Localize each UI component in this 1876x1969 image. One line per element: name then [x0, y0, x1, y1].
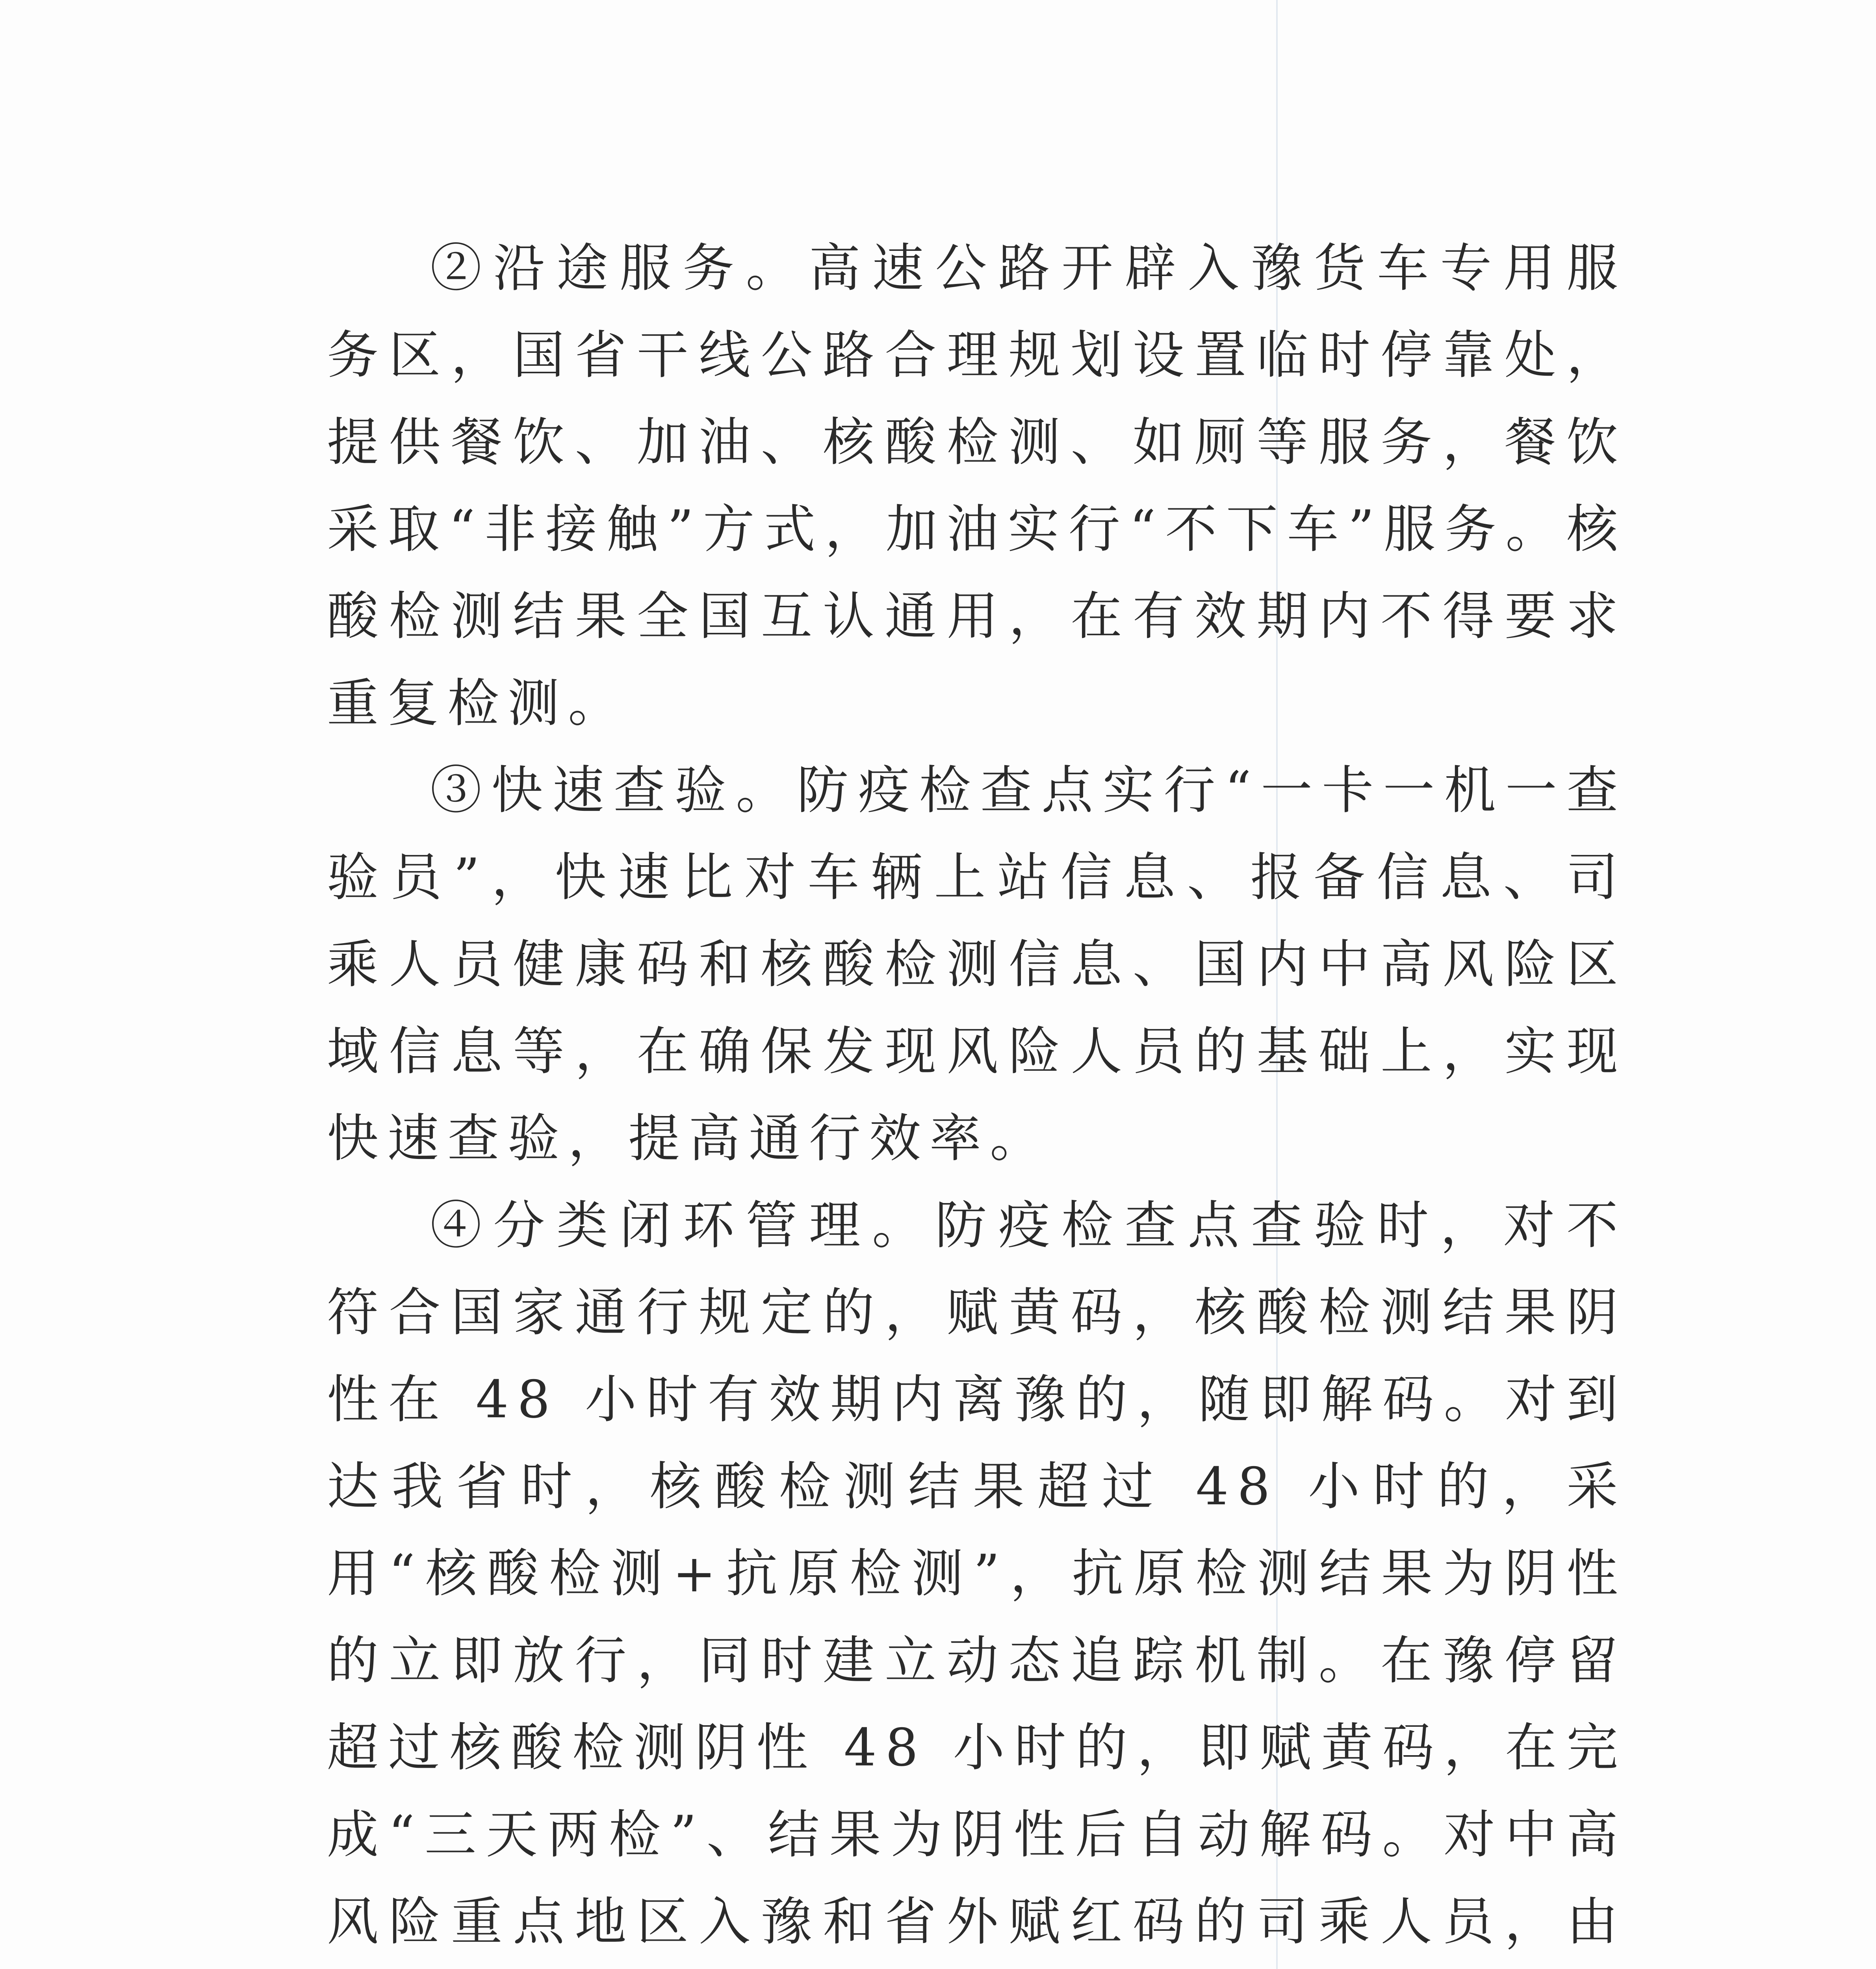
- paragraph-rapid-inspection: ③快速查验。防疫检查点实行“一卡一机一查验员”，快速比对车辆上站信息、报备信息、司乘人员健康码和核酸检测信息、国内中高风险区域信息等，在确保发现风险人员的基础上，实现快速查验，提高通行效率。: [327, 760, 1627, 1168]
- paragraph-roadside-service: ②沿途服务。高速公路开辟入豫货车专用服务区，国省干线公路合理规划设置临时停靠处，提供餐饮、加油、核酸检测、如厕等服务，餐饮采取“非接触”方式，加油实行“不下车”服务。核酸检测结果全国互认通用，在有效期内不得要求重复检测。: [327, 238, 1627, 733]
- body-text: [327, 224, 1627, 1969]
- paragraph-closed-loop-management: ④分类闭环管理。防疫检查点查验时，对不符合国家通行规定的，赋黄码，核酸检测结果阴性在 48 小时有效期内离豫的，随即解码。对到达我省时，核酸检测结果超过 48 小时的，采用“核酸检测+抗原检测”，抗原检测结果为阴性的立即放行，同时建立动态追踪机制。在豫停留超过核酸检测阴性 48 小时的，即赋黄码，在完成“三天两检”、结果为阴性后自动解码。对中高风险重点地区入豫和省外赋红码的司乘人员，由: [327, 1195, 1627, 1952]
